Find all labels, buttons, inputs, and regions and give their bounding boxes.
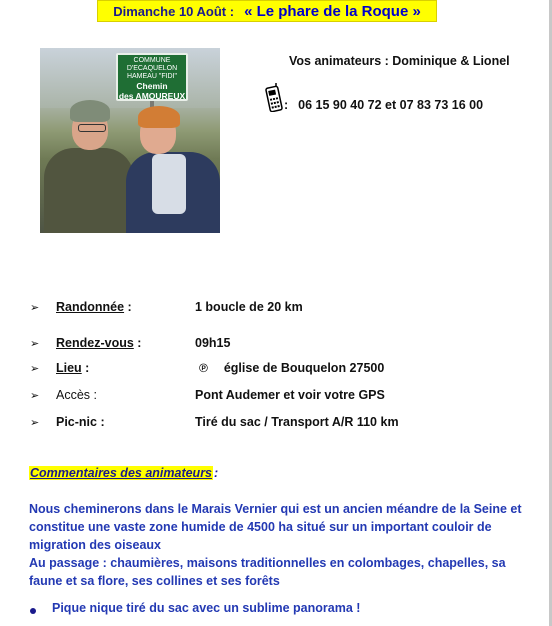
person-2-collar <box>152 154 186 214</box>
event-date: Dimanche 10 Août : <box>113 3 235 19</box>
person-1-body <box>44 148 134 233</box>
comment-line: constitue une vaste zone humide de 4500 ha situé sur un important couloir de <box>29 520 492 534</box>
mobile-phone-icon <box>265 82 283 112</box>
detail-label: Lieu : <box>56 361 90 375</box>
detail-value: 09h15 <box>195 336 231 350</box>
arrow-bullet-icon: ➢ <box>30 302 40 314</box>
parking-icon: ℗ <box>199 361 208 375</box>
detail-label: Accès : <box>56 388 97 402</box>
sign-line-1: COMMUNE D'ECAQUELON <box>126 57 178 72</box>
comments-heading: Commentaires des animateurs <box>30 466 213 480</box>
phone-colon: : <box>284 98 289 112</box>
detail-value: Tiré du sac / Transport A/R 110 km <box>195 415 399 429</box>
detail-value: 1 boucle de 20 km <box>195 300 303 314</box>
comment-bullet-line: Pique nique tiré du sac avec un sublime panorama ! <box>52 601 361 615</box>
comments-heading-colon: : <box>214 466 219 480</box>
phone-numbers <box>284 98 483 112</box>
round-bullet-icon <box>30 608 36 614</box>
comment-line: Nous cheminerons dans le Marais Vernier qui est un ancien méandre de la Seine et <box>29 502 522 516</box>
person-1-glasses <box>78 124 106 132</box>
sign-line-4: des AMOUREUX <box>118 91 186 101</box>
detail-label: Randonnée : <box>56 300 132 314</box>
event-title: « Le phare de la Roque » <box>244 2 421 20</box>
detail-label: Pic-nic : <box>56 415 105 429</box>
arrow-bullet-icon: ➢ <box>30 417 40 429</box>
detail-value: Pont Audemer et voir votre GPS <box>195 388 385 402</box>
arrow-bullet-icon: ➢ <box>30 363 40 375</box>
road-sign <box>116 53 188 101</box>
event-title-banner <box>97 0 437 22</box>
animators-label: Vos animateurs : Dominique & Lionel <box>289 54 510 68</box>
sign-line-3: Chemin <box>136 81 168 91</box>
detail-value: ℗ église de Bouquelon 27500 <box>199 361 385 375</box>
detail-label: Rendez-vous : <box>56 336 142 350</box>
animators-photo <box>40 48 220 233</box>
arrow-bullet-icon: ➢ <box>30 338 40 350</box>
arrow-bullet-icon: ➢ <box>30 390 40 402</box>
person-2-hat <box>138 106 180 128</box>
comment-line: faune et sa flore, ses collines et ses forêts <box>29 574 280 588</box>
sign-line-2: HAMEAU "FIDI" <box>126 73 178 80</box>
comment-line: migration des oiseaux <box>29 538 161 552</box>
phone-number-text: 06 15 90 40 72 et 07 83 73 16 00 <box>298 98 484 112</box>
person-1-hat <box>70 100 110 122</box>
comment-line: Au passage : chaumières, maisons traditionnelles en colombages, chapelles, sa <box>29 556 506 570</box>
